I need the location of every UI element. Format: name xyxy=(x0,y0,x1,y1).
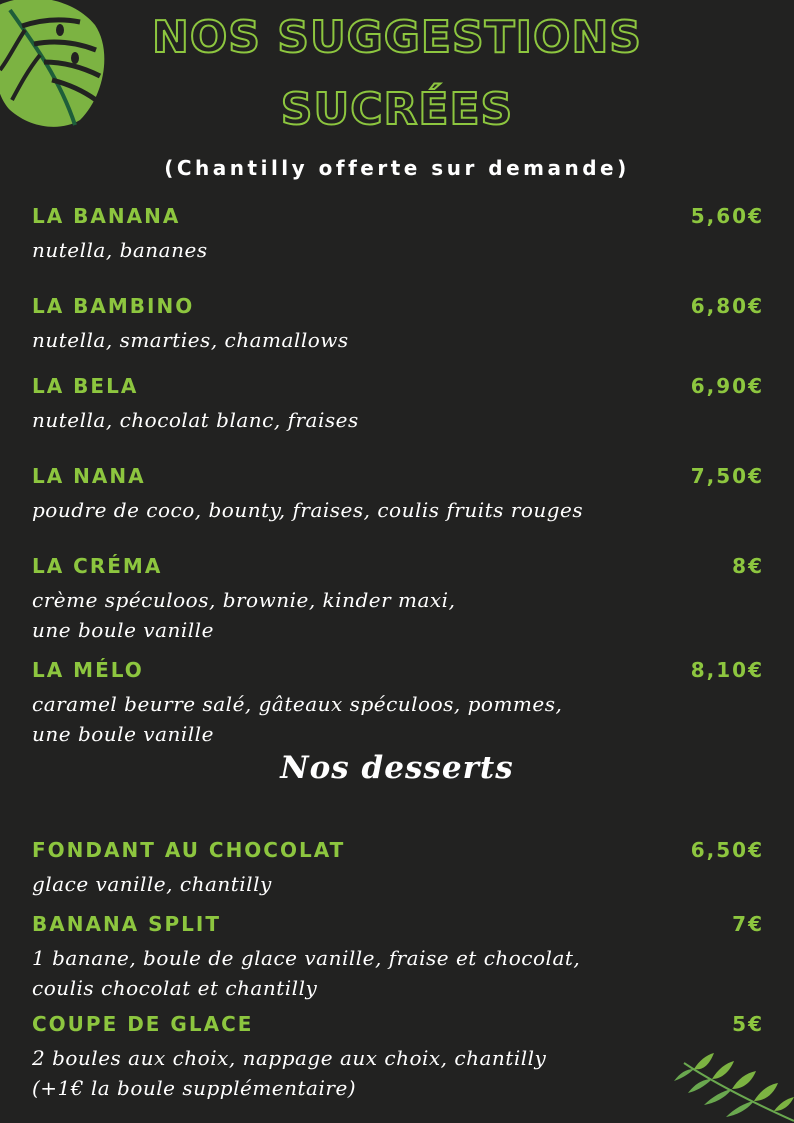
item-price: 6,80€ xyxy=(690,294,764,318)
item-description: nutella, smarties, chamallows xyxy=(32,328,349,352)
item-name: LA CRÉMA xyxy=(32,554,163,578)
item-name: COUPE DE GLACE xyxy=(32,1012,254,1036)
palm-leaf-icon xyxy=(674,1053,794,1123)
menu-item-coupe-de-glace xyxy=(32,1011,764,1103)
item-description: crème spéculoos, brownie, kinder maxi, une boule vanille xyxy=(32,588,456,642)
menu-item-banana xyxy=(32,203,764,265)
menu-item-fondant xyxy=(32,837,764,899)
item-name: BANANA SPLIT xyxy=(32,912,222,936)
item-price: 8€ xyxy=(732,554,764,578)
item-description: 2 boules aux choix, nappage aux choix, chantilly (+1€ la boule supplémentaire) xyxy=(32,1046,547,1100)
page-title-line2: SUCRÉES xyxy=(280,84,514,135)
item-description: 1 banane, boule de glace vanille, fraise et chocolat, coulis chocolat et chantilly xyxy=(32,946,581,1000)
menu-item-nana xyxy=(32,463,764,525)
menu-item-bambino xyxy=(32,293,764,355)
menu-item-banana-split xyxy=(32,911,764,1003)
menu-item-crema xyxy=(32,553,764,645)
item-price: 5,60€ xyxy=(690,204,764,228)
item-price: 6,50€ xyxy=(690,838,764,862)
item-price: 7€ xyxy=(732,912,764,936)
desserts-section-title: Nos desserts xyxy=(280,750,514,786)
item-description: glace vanille, chantilly xyxy=(32,872,272,896)
item-name: LA NANA xyxy=(32,464,146,488)
item-price: 6,90€ xyxy=(690,374,764,398)
menu-item-bela xyxy=(32,373,764,435)
item-price: 8,10€ xyxy=(690,658,764,682)
page-subtitle: (Chantilly offerte sur demande) xyxy=(164,156,630,180)
item-description: poudre de coco, bounty, fraises, coulis fruits rouges xyxy=(32,498,584,522)
menu-item-melo xyxy=(32,657,764,749)
item-name: LA BAMBINO xyxy=(32,294,195,318)
item-name: LA BELA xyxy=(32,374,139,398)
page-title-line1: NOS SUGGESTIONS xyxy=(152,12,642,63)
item-description: nutella, chocolat blanc, fraises xyxy=(32,408,359,432)
item-price: 5€ xyxy=(732,1012,764,1036)
item-name: LA MÉLO xyxy=(32,658,144,682)
item-name: FONDANT AU CHOCOLAT xyxy=(32,838,346,862)
item-description: caramel beurre salé, gâteaux spéculoos, pommes, une boule vanille xyxy=(32,692,563,746)
item-description: nutella, bananes xyxy=(32,238,208,262)
item-name: LA BANANA xyxy=(32,204,181,228)
item-price: 7,50€ xyxy=(690,464,764,488)
